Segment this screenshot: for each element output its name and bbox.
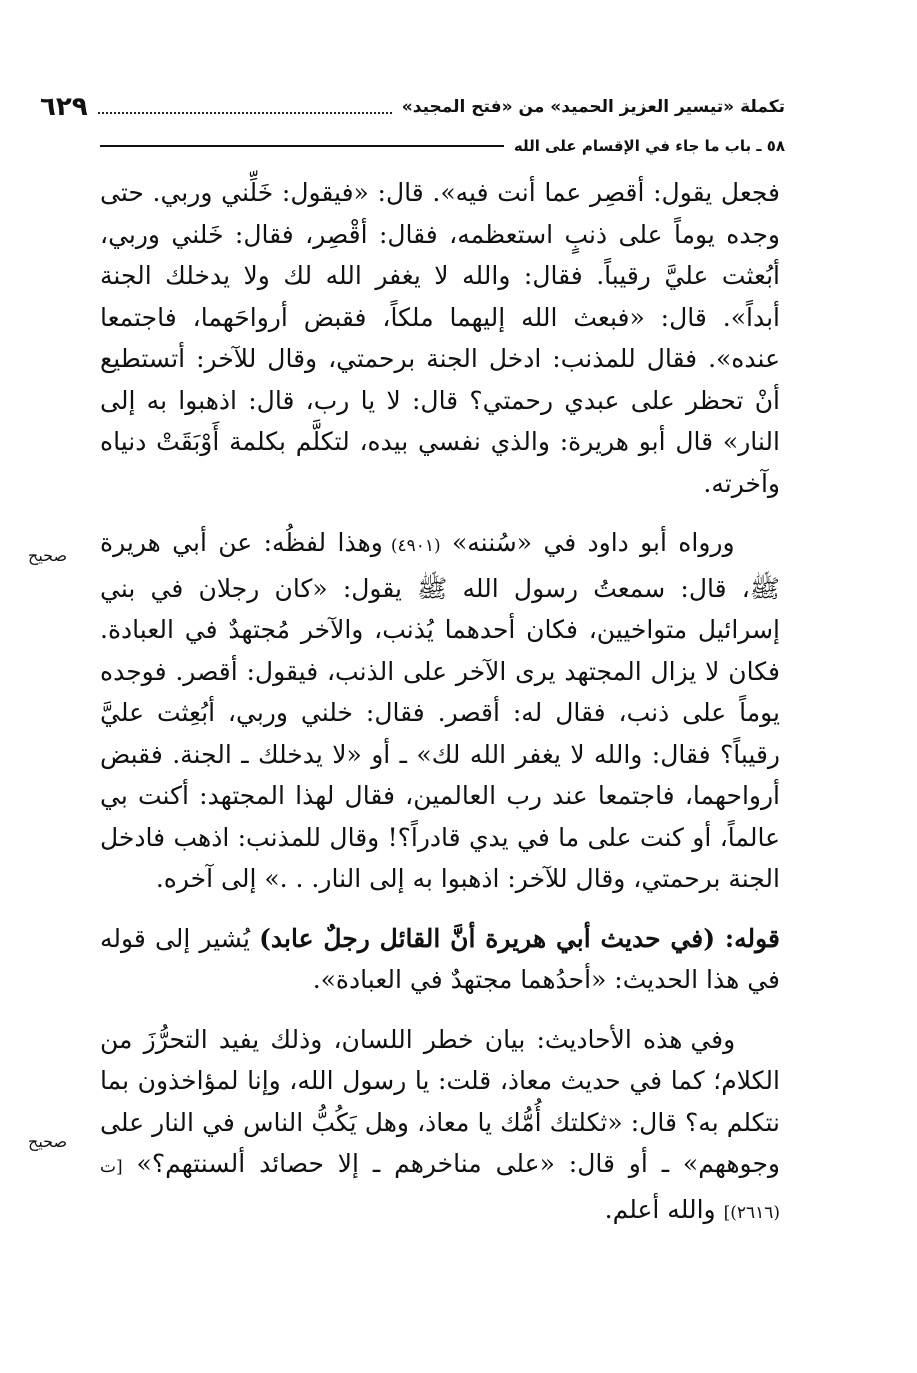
paragraph — [100, 918, 780, 1001]
paragraph — [100, 1019, 780, 1235]
citation: (٤٩٠١) — [390, 536, 441, 556]
page-number: ٦٢٩ — [40, 92, 88, 122]
running-title: تكملة «تيسير العزيز الحميد» من «فتح المجيد» — [401, 97, 785, 117]
paragraph-text: ورواه أبو داود في «سُننه» — [440, 528, 735, 557]
paragraph-text: والله أعلم. — [604, 1194, 724, 1224]
page-body — [100, 172, 780, 1234]
citation: [ت (٢٦١٦)] — [100, 1157, 780, 1223]
paragraph-text: فجعل يقول: أقصِر عما أنت فيه». قال: «فيقول: خَلِّني وربي. حتى وجده يوماً على ذنبٍ استعظمه، فقال: أقْصِر، فقال: خَلني وربي، أبُعثت عليَّ رقيباً. فقال: والله لا يغفر الله لك ولا يدخلك الجنة أبداً». قال: «فبعث الله إليهما ملكاً، فقبض أرواحَهما، فاجتمعا عنده». فقال للمذنب: ادخل الجنة برحمتي، وقال للآخر: أتستطيع أنْ تحظر على عبدي رحمتي؟ قال: لا يا رب، قال: اذهبوا به إلى النار» قال أبو هريرة: والذي نفسي بيده، لتكلَّم بكلمة أَوْبَقَتْ دنياه وآخرته. — [100, 178, 780, 498]
running-header — [40, 90, 785, 124]
grade-label: صحيح — [28, 546, 68, 565]
paragraph-text: وفي هذه الأحاديث: بيان خطر اللسان، وذلك يفيد التحرُّزَ من الكلام؛ كما في حديث معاذ، قلت: يا رسول الله، وإنا لمؤاخذون بما نتكلم به؟ قال: «ثكلتك أُمُّك يا معاذ، وهل يَكُبُّ الناس في النار على وجوههم» ـ أو قال: «على مناخرهم ـ إلا حصائد ألسنتهم؟» — [100, 1024, 780, 1178]
paragraph-text: يُشير إلى قوله في هذا الحديث: «أحدُهما مجتهدٌ في العبادة». — [100, 923, 780, 994]
paragraph-text: وهذا لفظُه: عن أبي هريرة ﷺ، قال: سمعتُ رسول الله ﷺ يقول: «كان رجلان في بني إسرائيل متواخيين، فكان أحدهما يُذنب، والآخر مُجتهدٌ في العبادة. فكان لا يزال المجتهد يرى الآخر على الذنب، فيقول: أقصر. فوجده يوماً على ذنب، فقال له: أقصر. فقال: خلني وربي، أبُعِثت عليَّ رقيباً؟ فقال: والله لا يغفر الله لك» ـ أو «لا يدخلك ـ الجنة. فقبض أرواحهما، فاجتمعا عند رب العالمين، فقال لهذا المجتهد: أكنت بي عالماً، أو كنت على ما في يدي قادراً؟! وقال للمذنب: اذهب فادخل الجنة برحمتي، وقال للآخر: اذهبوا به إلى النار. . .» إلى آخره. — [100, 528, 780, 893]
paragraph — [100, 172, 780, 504]
paragraph-gap — [100, 504, 780, 522]
dotted-leader — [98, 100, 392, 114]
commentary-heading: قوله: (في حديث أبي هريرة أنَّ القائل رجلٌ عابد) — [259, 923, 780, 953]
paragraph-gap — [100, 1001, 780, 1019]
chapter-title: ٥٨ ـ باب ما جاء في الإقسام على الله — [513, 137, 785, 155]
paragraph-gap — [100, 900, 780, 918]
header-rule — [100, 145, 504, 147]
paragraph — [100, 522, 780, 900]
grade-label: صحيح — [28, 1132, 68, 1151]
chapter-header — [100, 132, 785, 160]
